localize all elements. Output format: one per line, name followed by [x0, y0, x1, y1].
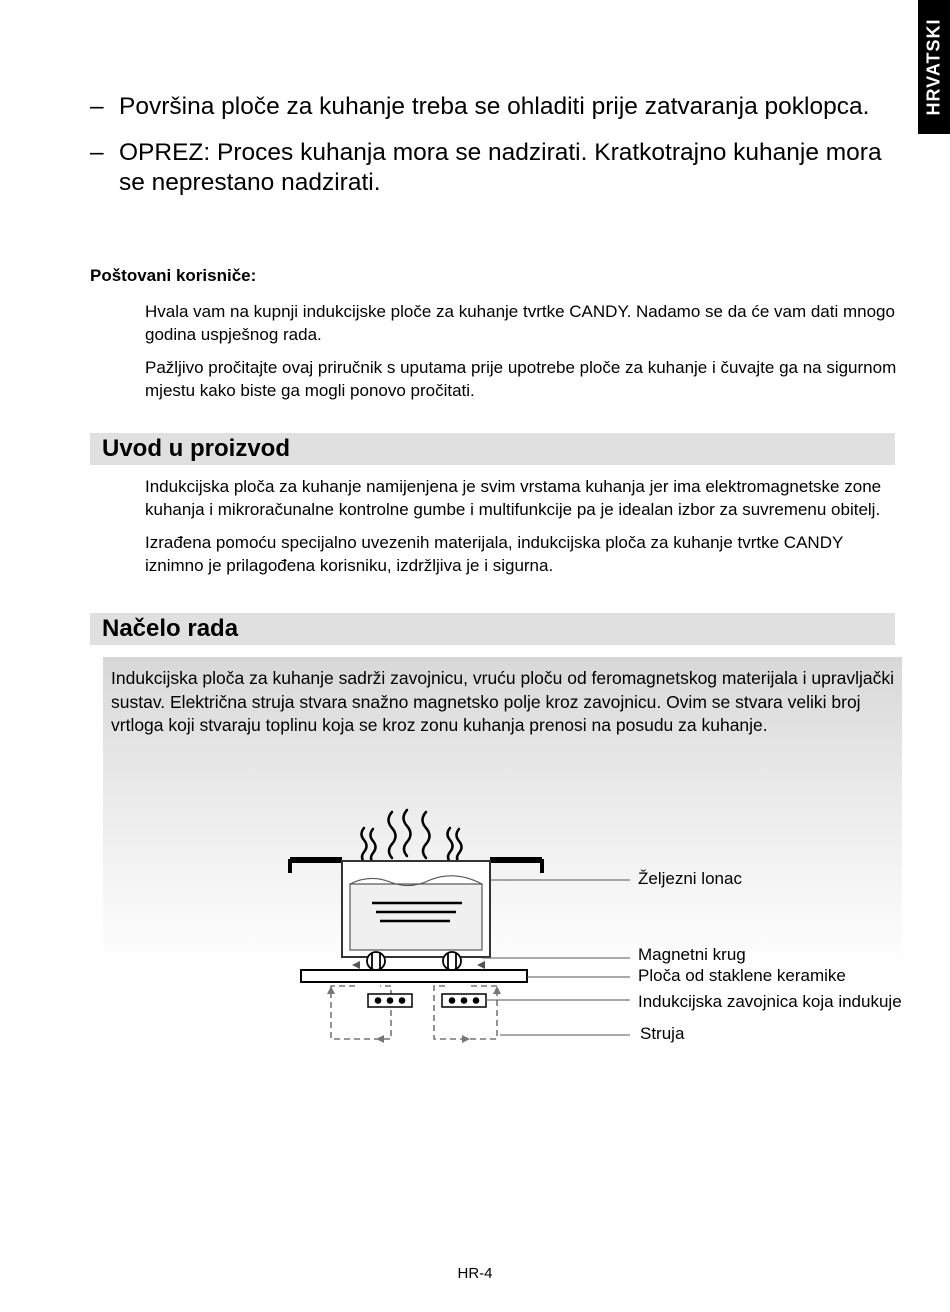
- page-number: HR-4: [457, 1265, 493, 1282]
- product-paragraph: Indukcijska ploča za kuhanje namijenjena je svim vrstama kuhanja jer ima elektromagnetske zone kuhanja i mikroračunalne kontrolne gumbe i multifunkcije pa je idealan izbor za suvremenu obitelj.: [145, 477, 882, 519]
- label-current: Struja: [640, 1024, 685, 1043]
- product-paragraph: Izrađena pomoću specijalno uvezenih materijala, indukcijska ploča za kuhanje tvrtke CANDY iznimno je prilagođena korisniku, izdržljiva je i sigurna.: [145, 533, 843, 575]
- principle-text: Indukcijska ploča za kuhanje sadrži zavojnicu, vruću ploču od feromagnetskog materijala i upravljački sustav. Električna struja stvara snažno magnetsko polje kroz zavojnicu. Ovim se stvara veliki broj vrtloga koji stvaraju toplinu koja se kroz zonu kuhanja prenosi na posudu za kuhanje.: [111, 668, 895, 735]
- section-title: Uvod u proizvod: [102, 435, 290, 462]
- glass-plate-icon: [301, 970, 527, 982]
- salutation: Poštovani korisniče:: [90, 266, 257, 285]
- intro-paragraph: Pažljivo pročitajte ovaj priručnik s uputama prije upotrebe ploče za kuhanje i čuvajte ga na sigurnom mjestu kako biste ga mogli ponovo pročitati.: [145, 358, 897, 400]
- label-pot: Željezni lonac: [638, 869, 742, 888]
- label-magnetic-circuit: Magnetni krug: [638, 945, 746, 964]
- bullet-text: OPREZ: Proces kuhanja mora se nadzirati. Kratkotrajno kuhanje mora se neprestano nadzirati.: [119, 139, 882, 196]
- coil-icon: [368, 994, 486, 1007]
- leader-lines: [482, 880, 630, 1035]
- label-glass-plate: Ploča od staklene keramike: [638, 966, 846, 985]
- steam-icon: [362, 810, 462, 863]
- label-coil: Indukcijska zavojnica koja indukuje: [638, 992, 902, 1011]
- bullet-marker: –: [90, 93, 104, 120]
- pot-icon: [342, 861, 490, 957]
- bullet-marker: –: [90, 139, 104, 166]
- language-tab-label: HRVATSKI: [923, 18, 944, 116]
- section-title: Načelo rada: [102, 615, 239, 642]
- bullet-text: Površina ploče za kuhanje treba se ohladiti prije zatvaranja poklopca.: [119, 93, 870, 120]
- intro-paragraph: Hvala vam na kupnji indukcijske ploče za kuhanje tvrtke CANDY. Nadamo se da će vam dati mnogo godina uspješnog rada.: [145, 302, 895, 344]
